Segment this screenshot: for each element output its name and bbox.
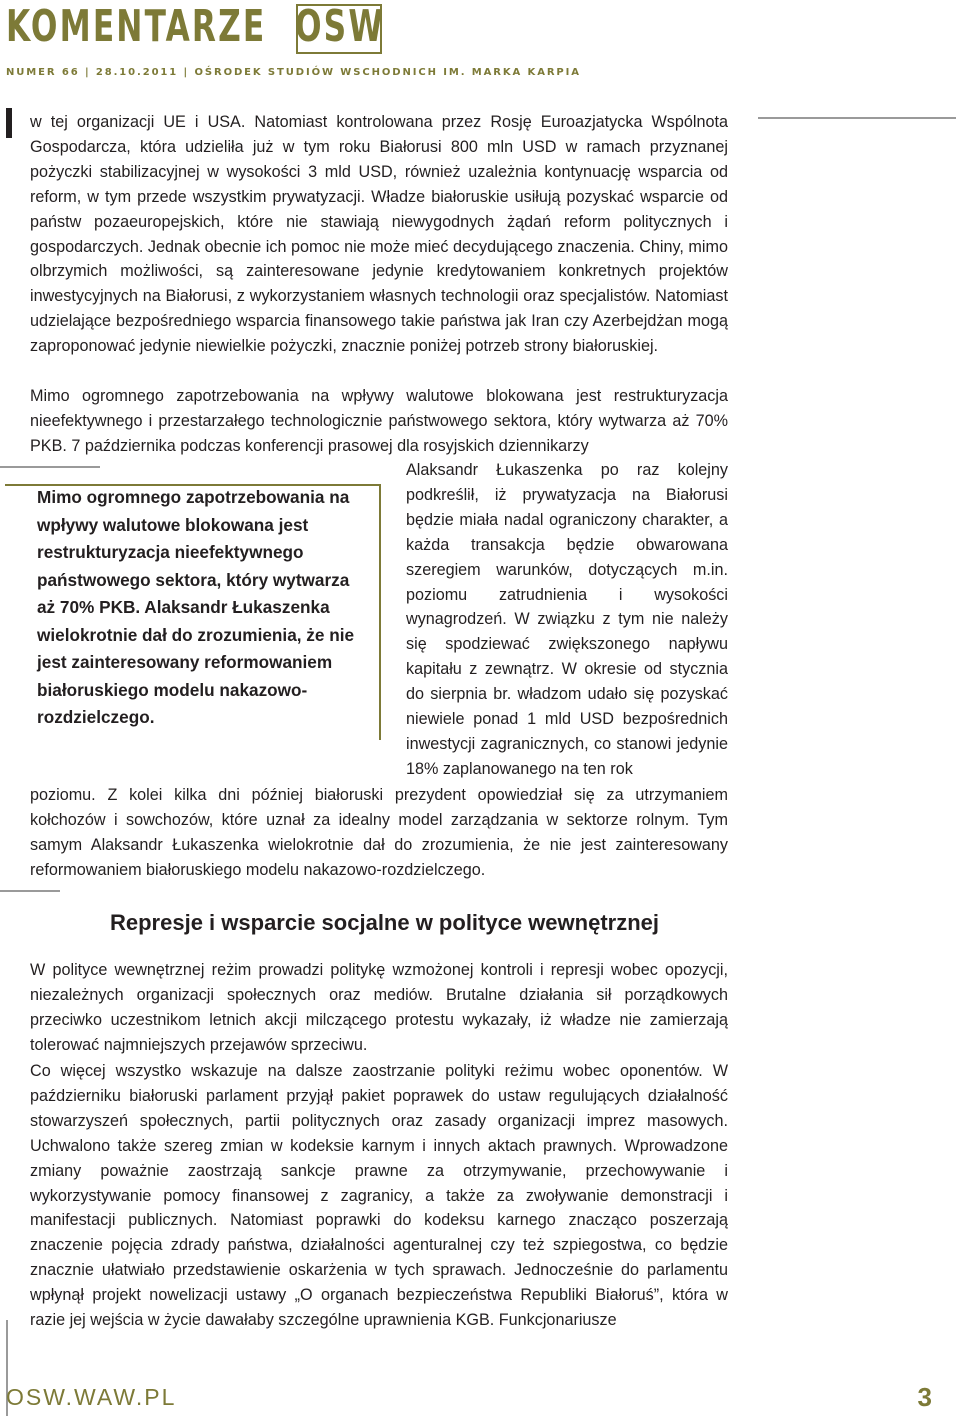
paragraph-2-right-column	[406, 458, 728, 782]
section-rule	[0, 890, 60, 892]
section-heading: Represje i wsparcie socjalne w polityce wewnętrznej	[110, 910, 659, 935]
paragraph-2-end	[30, 783, 728, 883]
pullquote-right-border	[379, 484, 381, 740]
footer-url-link[interactable]: OSW.WAW.PL	[6, 1384, 177, 1410]
paragraph-1-text: w tej organizacji UE i USA. Natomiast kontrolowana przez Rosję Euroazjatycka Wspólnota Gospodarcza, która udzieliła już w tym roku Białorusi 800 mln USD w ramach przyznanej pożyczki stabilizacyjnej w wysokości 3 mld USD, również uzależnia kontynuację wsparcia od reform, w tym przede wszystkim prywatyzacji. Władze białoruskie usiłują pozyskać wsparcie od państw pozaeuropejskich, które nie stawiają niewygodnych żądań reform politycznych i gospodarczych. Jednak obecnie ich pomoc nie może mieć decydującego znaczenia. Chiny, mimo olbrzymich możliwości, są zainteresowane jedynie kredytowaniem konkretnych projektów inwestycyjnych na Białorusi, z wykorzystaniem własnych technologii oraz specjalistów. Natomiast udzielające bezpośredniego wsparcia finansowego takie państwa jak Iran czy Azerbejdżan mogą zaproponować jedynie niewielkie pożyczki, znacznie poniżej potrzeb strony białoruskiej.	[30, 113, 728, 356]
right-top-rule	[758, 117, 956, 119]
brand-komentarze: KOMENTARZE	[6, 1, 267, 52]
pullquote: Mimo ogromnego zapotrzebowania na wpływy walutowe blokowana jest restrukturyzacja nieefektywnego państwowego sektora, który wytwarza aż 70% PKB. Alaksandr Łukaszenka wielokrotnie dał do zrozumienia, że nie jest zainteresowany reformowaniem białoruskiego modelu nakazowo-rozdzielczego.	[37, 487, 355, 727]
paragraph-2-text: Mimo ogromnego zapotrzebowania na wpływy walutowe blokowana jest restrukturyzacja nieefektywnego i przestarzałego technologicznie państwowego sektora, który wytwarza aż 70% PKB. 7 października podczas konferencji prasowej dla rosyjskich dziennikarzy	[30, 387, 728, 455]
left-mid-rule	[0, 466, 100, 468]
issue-line: NUMER 66 | 28.10.2011 | OŚRODEK STUDIÓW WSCHODNICH IM. MARKA KARPIA	[6, 67, 581, 78]
paragraph-2-right-text: Alaksandr Łukaszenka po raz kolejny podkreślił, iż prywatyzacja na Białorusi będzie miała nadal ograniczony charakter, a każda transakcja będzie obwarowana szeregiem warunków, dotyczących m.in. poziomu zatrudnienia i wysokości wynagrodzeń. W związku z tym nie należy się spodziewać zwiększonego napływu kapitału z zewnątrz. W okresie od stycznia do sierpnia br. władzom udało się pozyskać niewiele ponad 1 mld USD bezpośrednich inwestycji zagranicznych, co stanowi jedynie 18% zaplanowanego na ten rok	[406, 461, 728, 778]
masthead-title	[6, 1, 385, 52]
paragraph-1	[30, 110, 728, 359]
paragraph-2	[30, 384, 728, 459]
masthead	[6, 1, 581, 78]
left-margin-bar	[6, 108, 12, 138]
paragraph-3	[30, 958, 728, 1058]
paragraph-4	[30, 1059, 728, 1333]
page-number: 3	[917, 1382, 932, 1412]
paragraph-2-end-text: poziomu. Z kolei kilka dni później białoruski prezydent opowiedział się za utrzymaniem kołchozów i sowchozów, które uznał za idealny model zarządzania w sektorze rolnym. Tym samym Alaksandr Łukaszenka wielokrotnie dał do zrozumienia, że nie jest zainteresowany reformowaniem białoruskiego modelu nakazowo-rozdzielczego.	[30, 786, 728, 879]
brand-osw: OSW	[295, 1, 385, 52]
paragraph-3-text: W polityce wewnętrznej reżim prowadzi politykę wzmożonej kontroli i represji wobec opozycji, niezależnych organizacji społecznych oraz mediów. Brutalne działania sił porządkowych przeciwko uczestnikom letnich akcji milczącego protestu wykazały, iż władze nie zamierzają tolerować najmniejszych przejawów sprzeciwu.	[30, 961, 728, 1054]
paragraph-4-text: Co więcej wszystko wskazuje na dalsze zaostrzanie polityki reżimu wobec oponentów. W październiku białoruski parlament przyjął pakiet poprawek do ustaw regulujących działalność stowarzyszeń społecznych, partii politycznych oraz zasady organizacji imprez masowych. Uchwalono także szereg zmian w kodeksie karnym i innych aktach prawnych. Wprowadzone zmiany poważnie zaostrzają sankcje prawne za otrzymywanie, przechowywanie i wykorzystywanie pomocy finansowej z zagranicy, a także za zwoływanie demonstracji i manifestacji publicznych. Natomiast poprawki do kodeksu karnego znacząco poszerzają znaczenie pojęcia zdrady państwa, działalności agenturalnej czy też szpiegostwa, co będzie znacznie ułatwiało przedstawienie oskarżenia w tych sprawach. Jednocześnie do parlamentu wpłynął projekt nowelizacji ustawy „O organach bezpieczeństwa Republiki Białoruś”, która w razie jej wejścia w życie dawałaby szczególne uprawnienia KGB. Funkcjonariusze	[30, 1062, 728, 1330]
